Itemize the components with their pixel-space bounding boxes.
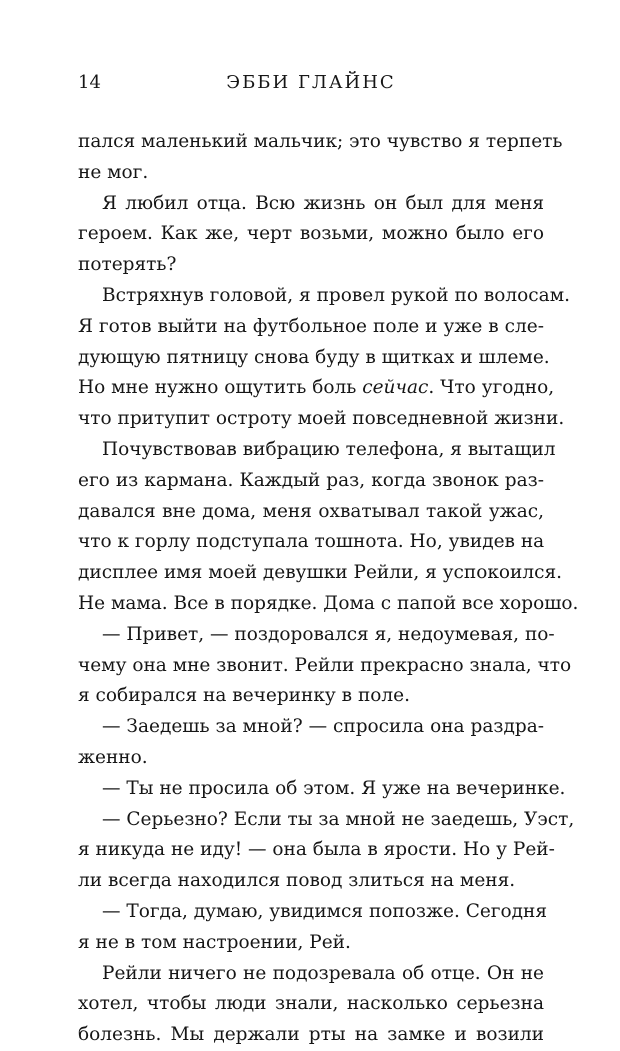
text-line: героем. Как же, черт возьми, можно было его xyxy=(78,223,544,245)
text-line: его из кармана. Каждый раз, когда звонок раз- xyxy=(78,469,544,491)
text-line: чему она мне звонит. Рейли прекрасно знала, что xyxy=(78,654,572,676)
text-line: я не в том настроении, Рей. xyxy=(78,931,351,953)
body-text xyxy=(78,127,579,1051)
text-line: — Тогда, думаю, увидимся попозже. Сегодня xyxy=(102,900,548,922)
text-line: что притупит остроту моей повседневной жизни. xyxy=(78,408,565,430)
text-line: хотел, чтобы люди знали, насколько серьезна xyxy=(78,993,544,1015)
text-line: я никуда не иду! — она была в ярости. Но у Рей- xyxy=(78,839,555,861)
text-line xyxy=(78,373,555,404)
text-fragment: . Что угодно, xyxy=(428,377,555,399)
emphasized-word: сейчас xyxy=(362,377,429,399)
text-line: Почувствовав вибрацию телефона, я вытащил xyxy=(102,438,556,460)
text-line: дисплее имя моей девушки Рейли, я успокоился. xyxy=(78,562,563,584)
text-line: Я готов выйти на футбольное поле и уже в сле- xyxy=(78,315,544,337)
text-line: пался маленький мальчик; это чувство я терпеть xyxy=(78,131,563,152)
text-line: Не мама. Все в порядке. Дома с папой все хорошо. xyxy=(78,592,579,614)
text-line: Встряхнув головой, я провел рукой по волосам. xyxy=(102,284,570,306)
text-line: не мог. xyxy=(78,161,149,183)
running-title: ЭББИ ГЛАЙНС xyxy=(226,72,396,93)
text-line: Рейли ничего не подозревала об отце. Он не xyxy=(102,962,544,984)
text-line: ли всегда находился повод злиться на меня. xyxy=(78,870,516,892)
page-header xyxy=(78,70,544,96)
text-line: я собирался на вечеринку в поле. xyxy=(78,685,411,707)
text-fragment: Но мне нужно ощутить боль xyxy=(78,377,363,399)
text-line: давался вне дома, меня охватывал такой ужас, xyxy=(78,500,544,522)
text-line: — Привет, — поздоровался я, недоумевая, по- xyxy=(102,623,555,645)
text-line: что к горлу подступала тошнота. Но, увидев на xyxy=(78,531,545,553)
text-line: потерять? xyxy=(78,254,177,276)
text-line: — Серьезно? Если ты за мной не заедешь, Уэст, xyxy=(102,808,575,830)
text-line: женно. xyxy=(78,746,148,768)
text-line: Я любил отца. Всю жизнь он был для меня xyxy=(102,192,544,214)
page-number: 14 xyxy=(78,72,101,93)
text-line: дующую пятницу снова буду в щитках и шлеме. xyxy=(78,346,550,368)
text-line: болезнь. Мы держали рты на замке и возили xyxy=(78,1024,544,1046)
text-line: — Заедешь за мной? — спросила она раздра- xyxy=(102,716,544,738)
text-line: — Ты не просила об этом. Я уже на вечеринке. xyxy=(102,777,566,799)
